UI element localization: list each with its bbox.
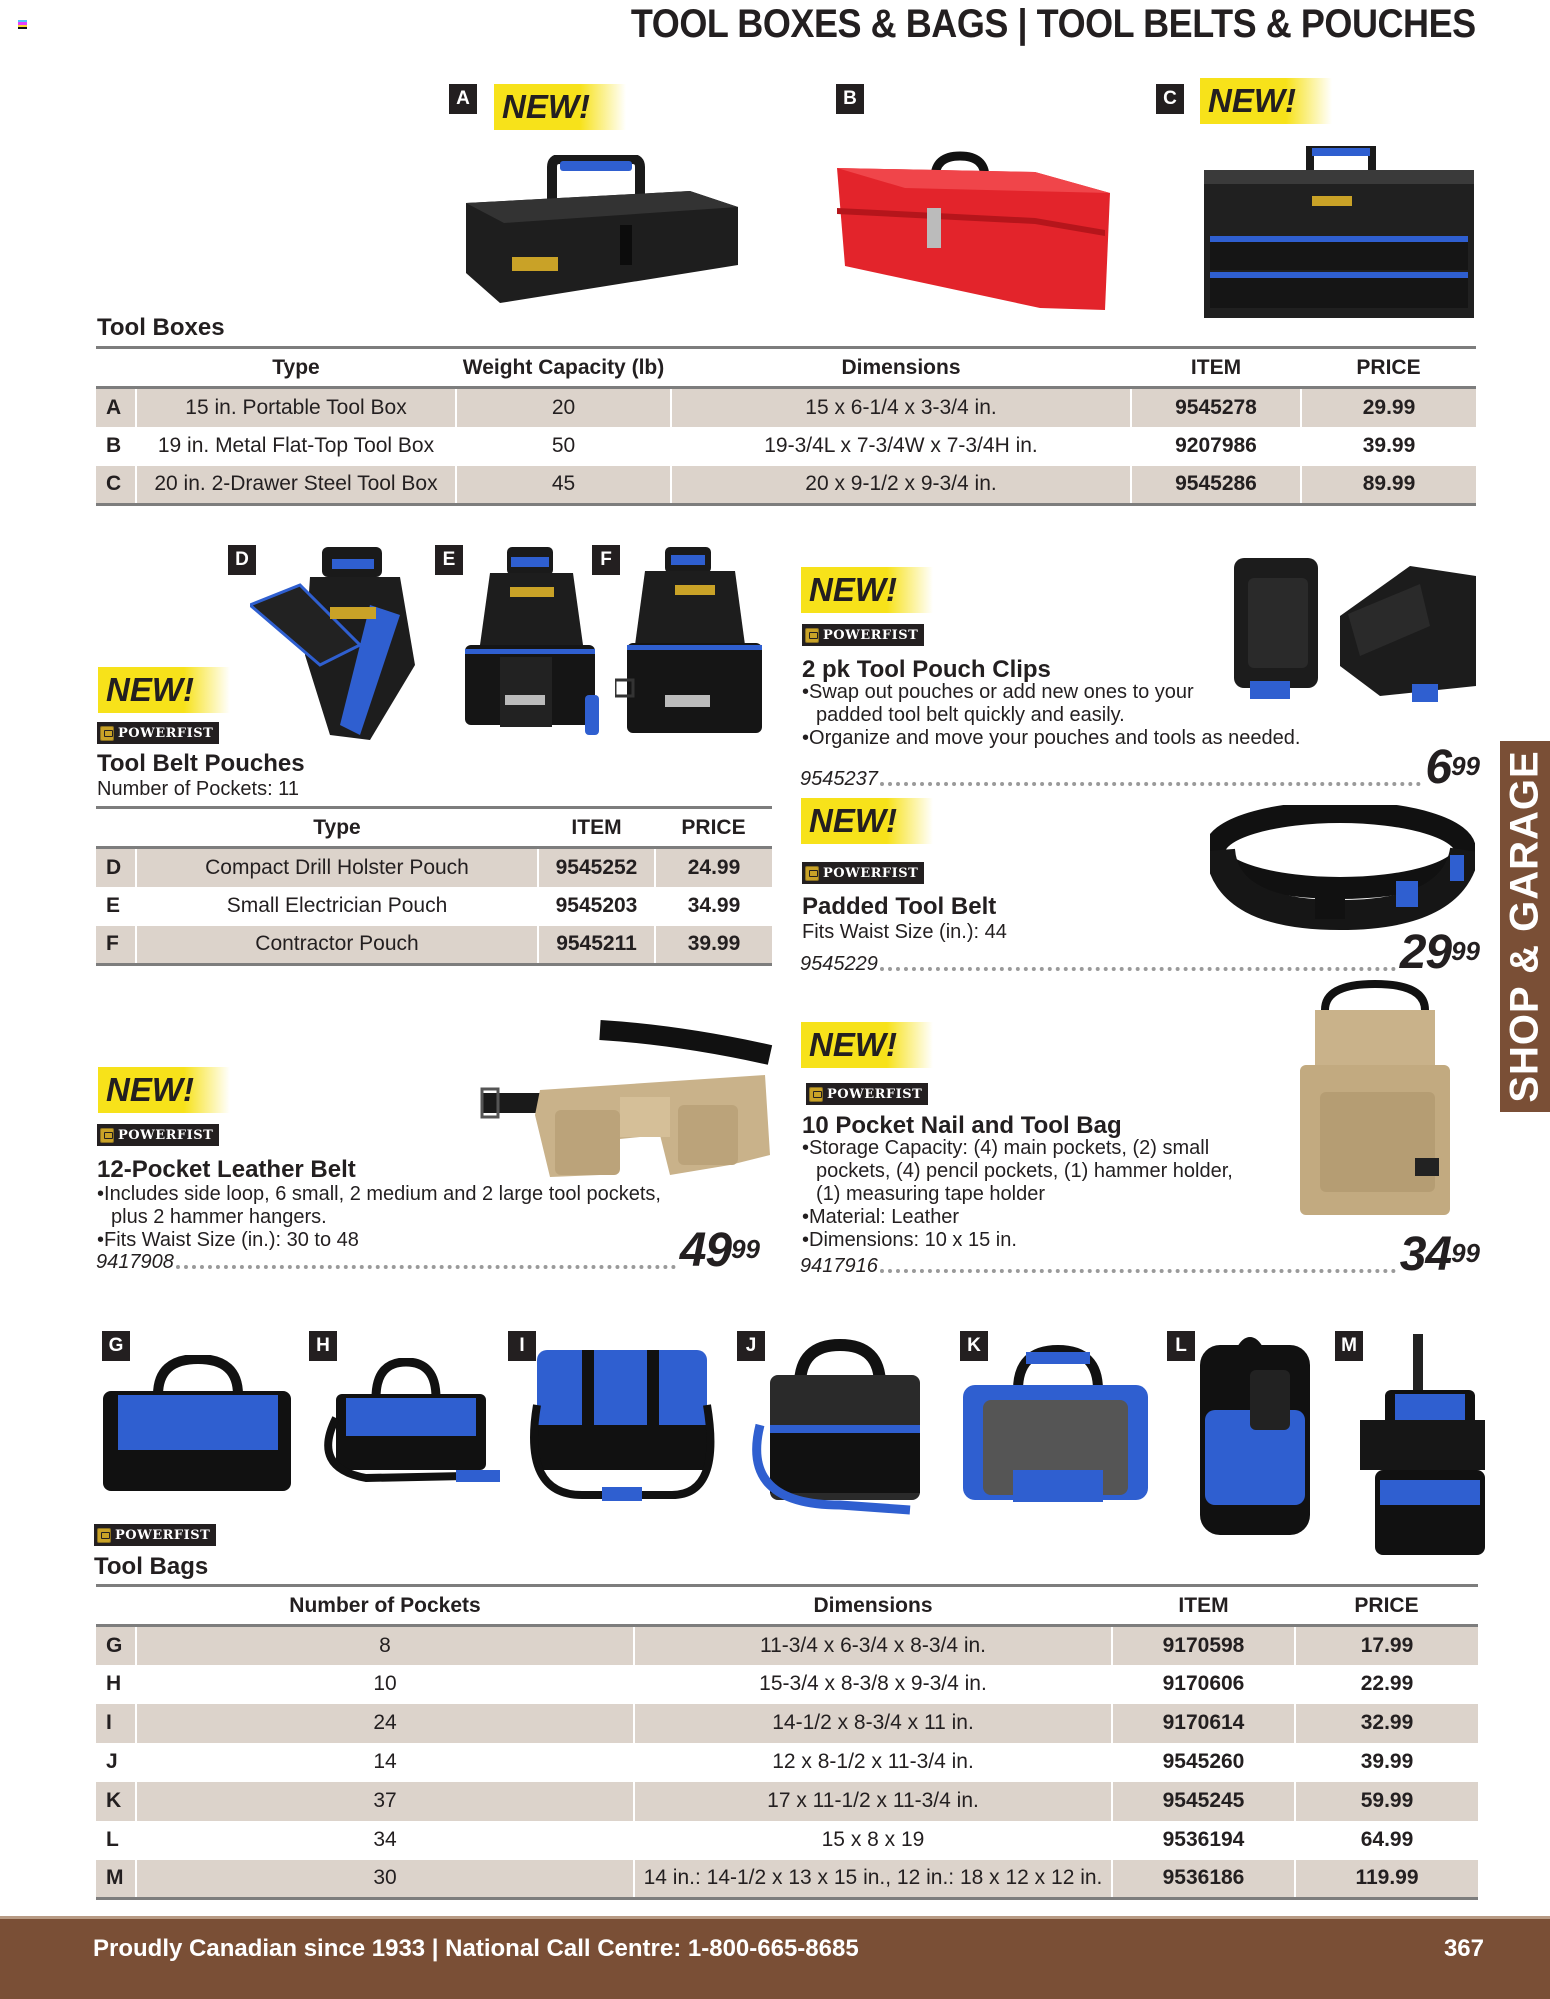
- drill-holster-pouch-image: [250, 545, 425, 745]
- sku: 9417916: [800, 1255, 878, 1277]
- open-tote-tool-bag-image: [740, 1335, 940, 1515]
- col-item: ITEM: [1190, 355, 1242, 379]
- nail-bag-sku-row: [800, 1228, 1480, 1281]
- leather-tool-belt-image: [480, 1015, 780, 1185]
- contractor-pouch-image: [615, 545, 765, 740]
- electrician-pouch-image: [455, 545, 610, 740]
- price: $34^{99}$: [1399, 1228, 1480, 1281]
- page-number: 367: [1443, 1935, 1484, 1962]
- new-badge: NEW!: [801, 1022, 933, 1068]
- leather-belt-sku-row: [96, 1224, 760, 1277]
- col-price: PRICE: [1356, 355, 1421, 379]
- table-row: J 14 12 x 8-1/2 x 11-3/4 in. 9545260 39.99: [96, 1743, 1478, 1782]
- price: $29^{99}$: [1399, 926, 1480, 979]
- new-badge: NEW!: [801, 798, 933, 844]
- powerfist-brand-logo: POWERFIST: [97, 722, 219, 744]
- table-row: A 15 in. Portable Tool Box 20 15 x 6-1/4 x 3-3/4 in. 9545278 29.99: [96, 388, 1476, 427]
- product-letter-m: M: [1335, 1331, 1363, 1361]
- table-row: D Compact Drill Holster Pouch 9545252 24.99: [96, 848, 772, 887]
- table-row: M 30 14 in.: 14-1/2 x 13 x 15 in., 12 in.: 18 x 12 x 12 in. 9536186 119.99: [96, 1860, 1478, 1899]
- sku: 9417908: [96, 1251, 174, 1273]
- col-type: Type: [313, 815, 361, 839]
- col-type: Type: [272, 355, 320, 379]
- product-letter-i: I: [508, 1331, 536, 1361]
- col-item: ITEM: [1178, 1593, 1229, 1617]
- col-capacity: Weight Capacity (lb): [462, 355, 665, 379]
- leather-belt-bullet: •Includes side loop, 6 small, 2 medium and 2 large tool pockets, plus 2 hammer hangers.: [97, 1183, 661, 1228]
- pockets-count: Number of Pockets: 11: [97, 778, 299, 800]
- open-top-tool-bag-image: [98, 1355, 293, 1495]
- table-row: C 20 in. 2-Drawer Steel Tool Box 45 20 x 9-1/2 x 9-3/4 in. 9545286 89.99: [96, 466, 1476, 505]
- product-letter-h: H: [309, 1331, 337, 1361]
- product-letter-j: J: [737, 1331, 765, 1361]
- tool-boxes-heading: Tool Boxes: [97, 314, 225, 341]
- table-row: G 8 11-3/4 x 6-3/4 x 8-3/4 in. 9170598 17.99: [96, 1626, 1478, 1665]
- section-side-tab: SHOP & GARAGE: [1500, 741, 1550, 1112]
- powerfist-brand-logo: POWERFIST: [806, 1083, 928, 1105]
- rolling-tool-bag-image: [1355, 1330, 1490, 1560]
- product-letter-c: C: [1156, 84, 1184, 114]
- two-drawer-toolbox-image: [1202, 144, 1477, 319]
- col-item: ITEM: [571, 815, 622, 839]
- product-letter-f: F: [592, 545, 620, 575]
- nail-bag-bullet: •Material: Leather: [802, 1206, 960, 1228]
- product-letter-e: E: [435, 545, 463, 575]
- powerfist-brand-logo: POWERFIST: [94, 1524, 216, 1546]
- pouch-clips-bullet: •Organize and move your pouches and tools as needed.: [802, 727, 1301, 749]
- powerfist-fist-icon: [97, 1528, 111, 1543]
- sku: 9545237: [800, 768, 878, 790]
- tool-bags-heading: Tool Bags: [94, 1553, 209, 1580]
- belt-pouches-heading: Tool Belt Pouches: [97, 750, 305, 777]
- price: $6^{99}$: [1425, 741, 1480, 794]
- table-header-row: [96, 1586, 1478, 1626]
- leader-dots: [176, 1265, 676, 1269]
- price: $49^{99}$: [679, 1224, 760, 1277]
- product-letter-k: K: [960, 1331, 988, 1361]
- leader-dots: [880, 782, 1422, 786]
- powerfist-fist-icon: [100, 726, 114, 741]
- nail-bag-title: 10 Pocket Nail and Tool Bag: [802, 1112, 1122, 1139]
- table-header-row: [96, 348, 1476, 388]
- table-row: F Contractor Pouch 9545211 39.99: [96, 926, 772, 965]
- col-dimensions: Dimensions: [813, 1593, 933, 1617]
- portable-toolbox-image: [460, 155, 740, 305]
- new-badge: NEW!: [494, 84, 626, 130]
- powerfist-fist-icon: [805, 866, 819, 881]
- leather-belt-title: 12-Pocket Leather Belt: [97, 1156, 356, 1183]
- table-header-row: [96, 808, 772, 848]
- leader-dots: [880, 1269, 1396, 1273]
- nail-tool-bag-image: [1295, 980, 1455, 1220]
- pouch-clips-image: [1230, 556, 1478, 706]
- new-badge: NEW!: [98, 1067, 230, 1113]
- grey-wide-tool-bag-image: [958, 1340, 1153, 1515]
- sku: 9545229: [800, 953, 878, 975]
- powerfist-brand-logo: POWERFIST: [802, 862, 924, 884]
- page-title: TOOL BOXES & BAGS | TOOL BELTS & POUCHES: [631, 2, 1476, 46]
- nail-bag-bullet: •Storage Capacity: (4) main pockets, (2) small pockets, (4) pencil pockets, (1) hammer holder, (1) measuring tape holder: [802, 1137, 1233, 1205]
- padded-belt-sku-row: [800, 926, 1480, 979]
- new-badge: NEW!: [98, 667, 230, 713]
- padded-belt-detail: Fits Waist Size (in.): 44: [802, 921, 1007, 943]
- pouch-clips-title: 2 pk Tool Pouch Clips: [802, 656, 1051, 683]
- belt-pouches-table: [96, 806, 772, 966]
- padded-belt-title: Padded Tool Belt: [802, 893, 997, 920]
- nail-bag-bullet: •Dimensions: 10 x 15 in.: [802, 1229, 1017, 1251]
- product-letter-b: B: [836, 84, 864, 114]
- pouch-clips-sku-row: [800, 741, 1480, 794]
- new-badge: NEW!: [1200, 78, 1332, 124]
- product-letter-g: G: [102, 1331, 130, 1361]
- col-price: PRICE: [1354, 1593, 1419, 1617]
- powerfist-brand-logo: POWERFIST: [802, 624, 924, 646]
- table-row: H 10 15-3/4 x 8-3/8 x 9-3/4 in. 9170606 22.99: [96, 1665, 1478, 1704]
- table-row: L 34 15 x 8 x 19 9536194 64.99: [96, 1821, 1478, 1860]
- new-badge: NEW!: [801, 567, 933, 613]
- powerfist-fist-icon: [809, 1087, 823, 1102]
- print-registration-mark: [18, 20, 27, 29]
- table-row: K 37 17 x 11-1/2 x 11-3/4 in. 9545245 59.99: [96, 1782, 1478, 1821]
- product-letter-l: L: [1167, 1331, 1195, 1361]
- footer-contact: Proudly Canadian since 1933 | National Call Centre: 1-800-665-8685: [93, 1935, 859, 1962]
- wide-mouth-tool-bag-image: [306, 1358, 501, 1493]
- table-row: B 19 in. Metal Flat-Top Tool Box 50 19-3/4L x 7-3/4W x 7-3/4H in. 9207986 39.99: [96, 427, 1476, 466]
- leader-dots: [880, 967, 1396, 971]
- product-letter-a: A: [449, 84, 477, 114]
- powerfist-fist-icon: [100, 1128, 114, 1143]
- tool-bags-table: [96, 1584, 1478, 1900]
- pouch-clips-bullet: •Swap out pouches or add new ones to your padded tool belt quickly and easily.: [802, 681, 1194, 726]
- padded-tool-belt-image: [1210, 805, 1475, 930]
- leather-belt-bullet: •Fits Waist Size (in.): 30 to 48: [97, 1229, 359, 1251]
- tool-backpack-image: [1180, 1330, 1320, 1540]
- page-footer: [0, 1916, 1550, 1999]
- tool-boxes-table: [96, 346, 1476, 506]
- col-price: PRICE: [681, 815, 746, 839]
- col-dimensions: Dimensions: [841, 355, 961, 379]
- product-letter-d: D: [228, 545, 256, 575]
- red-toolbox-image: [835, 148, 1115, 313]
- powerfist-fist-icon: [805, 628, 819, 643]
- table-row: I 24 14-1/2 x 8-3/4 x 11 in. 9170614 32.99: [96, 1704, 1478, 1743]
- col-pockets: Number of Pockets: [289, 1593, 481, 1617]
- closed-top-tool-bag-image: [522, 1345, 722, 1505]
- powerfist-brand-logo: POWERFIST: [97, 1124, 219, 1146]
- table-row: E Small Electrician Pouch 9545203 34.99: [96, 887, 772, 926]
